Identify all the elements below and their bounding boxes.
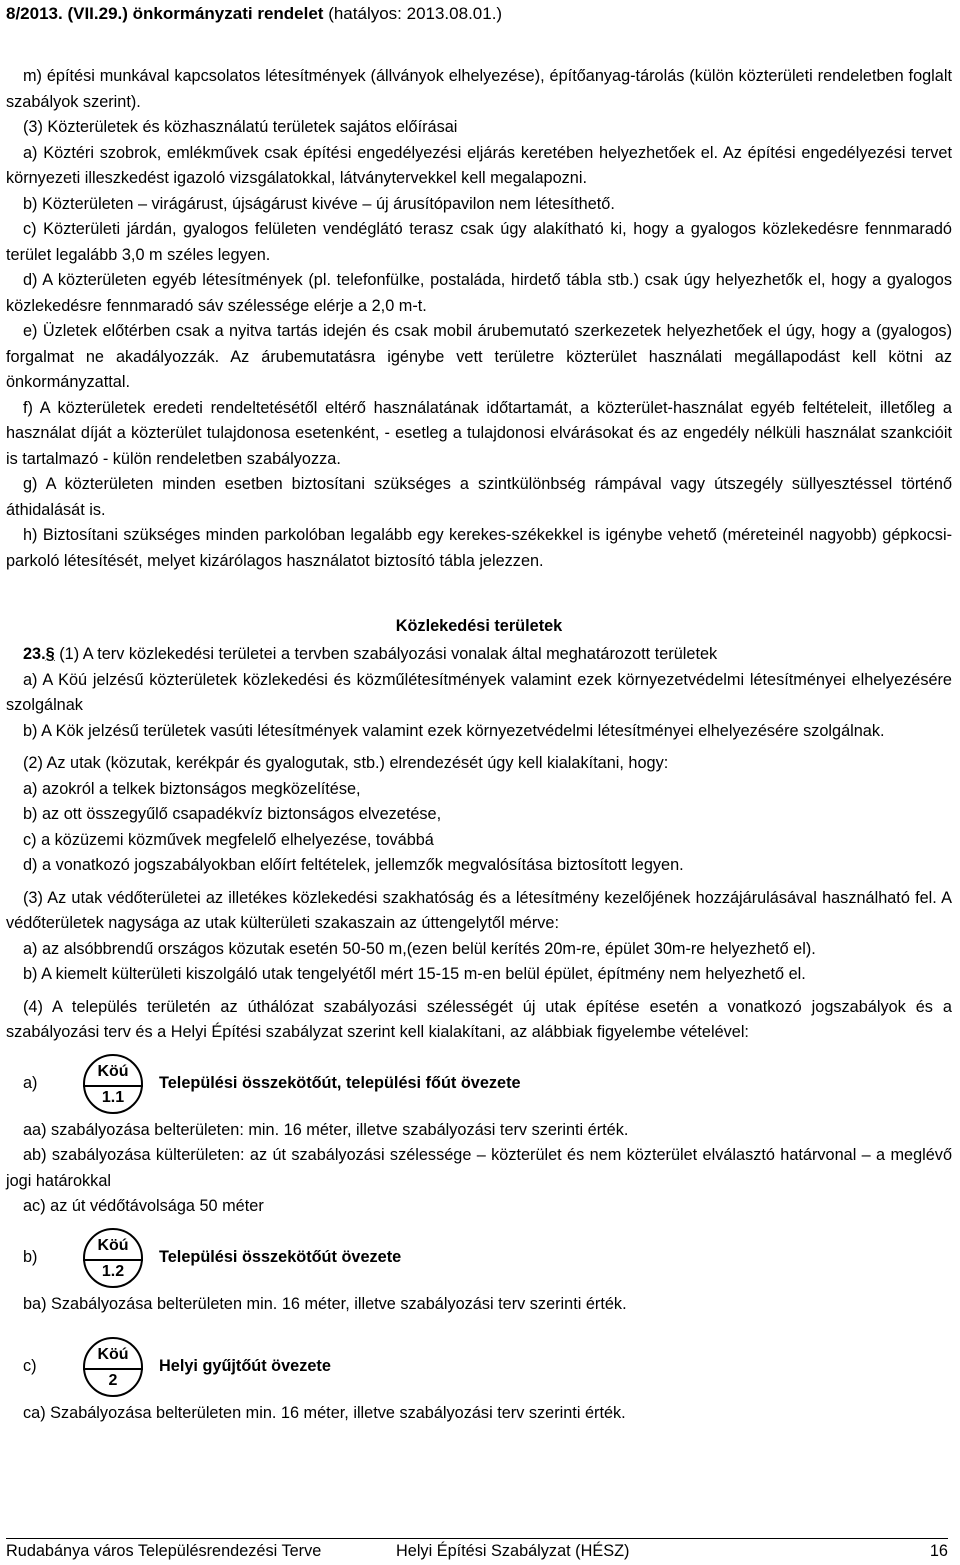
paragraph-2: (2) Az utak (közutak, kerékpár és gyalogutak, stb.) elrendezését úgy kell kialakítani, hogy: [23, 754, 669, 772]
section-23-1 [6, 642, 952, 668]
paragraph-m: m) építési munkával kapcsolatos létesítmények (állványok elhelyezése), építőanyag-tárolás (külön közterületi rendeletben foglalt szabályok szerint). [6, 67, 952, 111]
zone-symbol-bottom: 2 [108, 1372, 118, 1389]
paragraph-3e: e) Üzletek előtérben csak a nyitva tartás idején és csak mobil árubemutató szerkezetek helyezhetőek el úgy, hogy a (gyalogos) forgalmat ne akadályozzák. Az árubemutatásra igénybe vett területre közterület használati megállapodást kell kötni az önkormányzattal. [6, 322, 952, 391]
page-number: 16 [929, 1542, 948, 1560]
paragraph-3d: d) A közterületen egyéb létesítmények (pl. telefonfülke, postaláda, hirdető tábla stb.) csak úgy helyezhetők el, hogy a gyalogos közlekedésre fennmaradó sáv szélessége elérje a 2,0 m-t. [6, 271, 952, 315]
zone-symbol-top: Köú [97, 1236, 129, 1254]
zone-symbol-top: Köú [97, 1346, 129, 1363]
zone-row-c [6, 1335, 952, 1399]
paragraph-ac: ac) az út védőtávolsága 50 méter [23, 1197, 264, 1215]
header-validity: (hatályos: 2013.08.01.) [323, 4, 503, 23]
paragraph-3-roads-a: a) az alsóbbrendű országos közutak esetén 50-50 m,(ezen belül kerítés 20m-re, épület 30m-re helyezhető el). [23, 939, 816, 958]
paragraph-3b: b) Közterületen – virágárust, újságárust kivéve – új árusítópavilon nem létesíthető. [23, 194, 615, 213]
section-mark: § [45, 645, 55, 663]
zone-symbol-icon [83, 1054, 143, 1114]
header-regulation-id: 8/2013. (VII.29.) önkormányzati rendelet [6, 4, 324, 23]
paragraph-3-title: (3) Közterületek és közhasználatú területek sajátos előírásai [23, 118, 458, 136]
document-body [6, 64, 952, 1427]
paragraph-3-roads: (3) Az utak védőterületei az illetékes közlekedési szakhatóság és a létesítmény kezelőjének hozzájárulásával használható fel. A védőterületek nagysága az utak külterületi szakaszain az úttengelytől mérve: [6, 888, 952, 932]
zone-row-b [6, 1226, 952, 1290]
paragraph-ca: ca) Szabályozása belterületen min. 16 méter, illetve szabályozási terv szerinti érték. [23, 1404, 626, 1422]
paragraph-3c: c) Közterületi járdán, gyalogos felületen vendéglátó terasz csak úgy alakítható ki, hogy a gyalogos közlekedésre fennmaradó terület legalább 3,0 m széles legyen. [6, 220, 952, 264]
zone-label: c) [23, 1357, 37, 1376]
section-number: 23. [23, 645, 46, 663]
zone-symbol-bottom: 1.2 [101, 1262, 125, 1280]
paragraph-3f: f) A közterületek eredeti rendeltetésétől eltérő használatának időtartamát, a közterület-használat egyéb feltételeit, illetőleg a használat díját a közterület tulajdonosa esetenként, - esetleg a tulajdonosi elvárásokat és az engedély nélküli használat szankcióit is tartalmazó - külön rendeletben szabályozza. [6, 398, 952, 468]
zone-symbol-icon [83, 1337, 143, 1397]
zone-label: a) [23, 1073, 38, 1092]
zone-title: Települési összekötőút, települési főút övezete [159, 1073, 521, 1092]
zone-symbol-top: Köú [97, 1062, 129, 1080]
paragraph-3g: g) A közterületen minden esetben biztosítani szükséges a szintkülönbség rámpával vagy útszegély süllyesztéssel történő áthidalását is. [6, 475, 952, 519]
document-footer [6, 1538, 948, 1563]
zone-symbol-bottom: 1.1 [101, 1088, 125, 1106]
footer-plan-name: Rudabánya város Településrendezési Terve [6, 1542, 322, 1560]
footer-regulation-name: Helyi Építési Szabályzat (HÉSZ) [396, 1542, 630, 1560]
zone-title: Települési összekötőút övezete [159, 1247, 402, 1266]
section-23-1-text: (1) A terv közlekedési területei a tervben szabályozási vonalak által meghatározott területek [54, 645, 718, 663]
document-header [6, 4, 502, 24]
paragraph-2b: b) az ott összegyűlő csapadékvíz biztonságos elvezetése, [23, 805, 442, 823]
paragraph-1b: b) A Kök jelzésű területek vasúti létesítmények valamint ezek környezetvédelmi létesítményei elhelyezésére szolgálnak. [23, 721, 885, 740]
paragraph-2c: c) a közüzemi közművek megfelelő elhelyezése, továbbá [23, 830, 434, 849]
paragraph-ba: ba) Szabályozása belterületen min. 16 méter, illetve szabályozási terv szerinti érték. [23, 1294, 627, 1313]
paragraph-3-roads-b: b) A kiemelt külterületi kiszolgáló utak tengelyétől mért 15-15 m-en belül épület, építmény nem helyezhető el. [23, 965, 806, 983]
paragraph-3a: a) Köztéri szobrok, emlékművek csak építési engedélyezési eljárás keretében helyezhetőek el. Az építési engedélyezési tervet környezeti illeszkedést igazoló vizsgálatokkal, látványtervekkel kell megalapozni. [6, 143, 952, 187]
paragraph-ab: ab) szabályozása külterületen: az út szabályozási szélessége – közterület és nem közterület elválasztó határvonal – a meglévő jogi határokkal [6, 1146, 952, 1190]
paragraph-2a: a) azokról a telkek biztonságos megközelítése, [23, 779, 361, 798]
paragraph-1a: a) A Köú jelzésű közterületek közlekedési és közműlétesítmények valamint ezek környezetvédelmi létesítményei elhelyezésére szolgálnak [6, 670, 952, 714]
zone-title: Helyi gyűjtőút övezete [159, 1357, 331, 1376]
zone-label: b) [23, 1247, 38, 1266]
zone-row-a [6, 1052, 952, 1116]
paragraph-3h: h) Biztosítani szükséges minden parkolóban legalább egy kerekes-székekkel is igénybe vehető (méreteinél nagyobb) gépkocsi-parkoló létesítését, melyet kizárólagos használatot biztosító tábla jelezzen. [6, 526, 952, 570]
zone-symbol-icon [83, 1228, 143, 1288]
paragraph-2d: d) a vonatkozó jogszabályokban előírt feltételek, jellemzők megvalósítása biztosított legyen. [23, 856, 684, 874]
paragraph-4: (4) A település területén az úthálózat szabályozási szélességét új utak építése esetén a vonatkozó jogszabályok és a szabályozási terv és a Helyi Építési szabályzat szerint kell kialakítani, az alábbiak figyelembe vételével: [6, 997, 952, 1041]
paragraph-aa: aa) szabályozása belterületen: min. 16 méter, illetve szabályozási terv szerinti érték. [23, 1120, 629, 1139]
section-heading: Közlekedési területek [395, 617, 563, 635]
